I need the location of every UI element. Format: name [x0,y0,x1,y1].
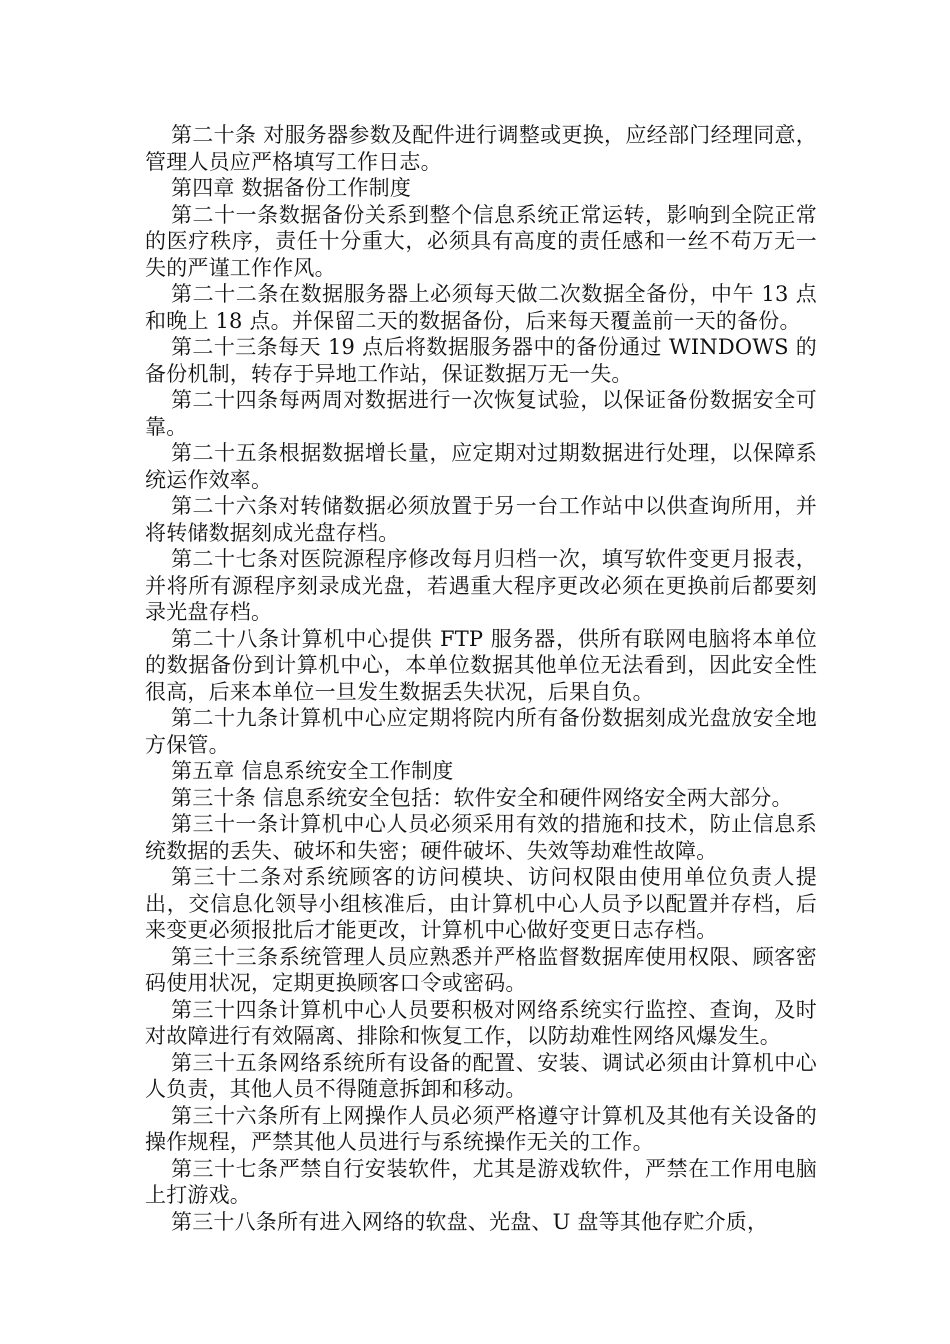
article-37: 第三十七条严禁自行安装软件，尤其是游戏软件，严禁在工作用电脑上打游戏。 [145,1156,817,1207]
article-27: 第二十七条对医院源程序修改每月归档一次，填写软件变更月报表，并将所有源程序刻录成光盘，若遇重大程序更改必须在更换前后都要刻录光盘存档。 [145,547,817,624]
article-36: 第三十六条所有上网操作人员必须严格遵守计算机及其他有关设备的操作规程，严禁其他人员进行与系统操作无关的工作。 [145,1103,817,1154]
article-25: 第二十五条根据数据增长量，应定期对过期数据进行处理，以保障系统运作效率。 [145,441,817,492]
article-28: 第二十八条计算机中心提供 FTP 服务器，供所有联网电脑将本单位的数据备份到计算机中心，本单位数据其他单位无法看到，因此安全性很高，后来本单位一旦发生数据丢失状况，后果自负。 [145,626,817,704]
article-20: 第二十条 对服务器参数及配件进行调整或更换，应经部门经理同意，管理人员应严格填写工作日志。 [145,123,817,174]
chapter-5-heading: 第五章 信息系统安全工作制度 [171,759,454,783]
article-24: 第二十四条每两周对数据进行一次恢复试验，以保证备份数据安全可靠。 [145,388,817,439]
article-23: 第二十三条每天 19 点后将数据服务器中的备份通过 WINDOWS 的备份机制，转存于异地工作站，保证数据万无一失。 [145,335,817,386]
article-29: 第二十九条计算机中心应定期将院内所有备份数据刻成光盘放安全地方保管。 [145,706,817,757]
article-26: 第二十六条对转储数据必须放置于另一台工作站中以供查询所用，并将转储数据刻成光盘存档。 [145,494,817,545]
article-32: 第三十二条对系统顾客的访问模块、访问权限由使用单位负责人提出，交信息化领导小组核准后，由计算机中心人员予以配置并存档，后来变更必须报批后才能更改，计算机中心做好变更日志存档。 [145,865,817,942]
document-body [145,122,817,1235]
article-21: 第二十一条数据备份关系到整个信息系统正常运转，影响到全院正常的医疗秩序，责任十分重大，必须具有高度的责任感和一丝不苟万无一失的严谨工作作风。 [145,202,817,280]
article-30: 第三十条 信息系统安全包括：软件安全和硬件网络安全两大部分。 [171,785,793,810]
article-31: 第三十一条计算机中心人员必须采用有效的措施和技术，防止信息系统数据的丢失、破坏和失密；硬件破坏、失效等劫难性故障。 [145,812,817,863]
article-35: 第三十五条网络系统所有设备的配置、安装、调试必须由计算机中心人负责，其他人员不得随意拆卸和移动。 [145,1050,817,1101]
article-22: 第二十二条在数据服务器上必须每天做二次数据全备份，中午 13 点和晚上 18 点。并保留二天的数据备份，后来每天覆盖前一天的备份。 [145,282,817,333]
article-34: 第三十四条计算机中心人员要积极对网络系统实行监控、查询，及时对故障进行有效隔离、排除和恢复工作，以防劫难性网络风爆发生。 [145,997,817,1048]
chapter-4-heading: 第四章 数据备份工作制度 [171,176,412,200]
article-33: 第三十三条系统管理人员应熟悉并严格监督数据库使用权限、顾客密码使用状况，定期更换顾客口令或密码。 [145,944,817,995]
article-38: 第三十八条所有进入网络的软盘、光盘、U 盘等其他存贮介质， [171,1209,769,1234]
